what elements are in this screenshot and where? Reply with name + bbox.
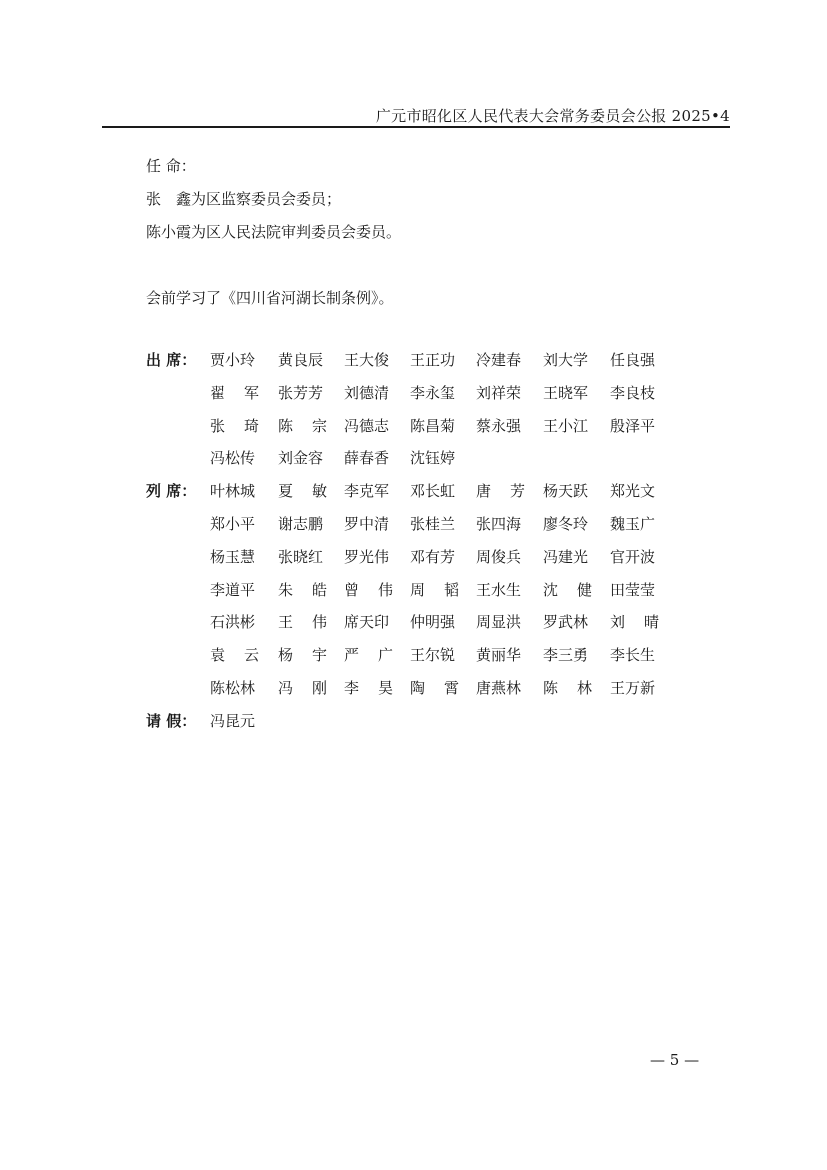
attendance-label-present: 出 席： [146, 351, 197, 369]
attendee-name: 刘德清 [344, 383, 390, 402]
study-note: 会前学习了《四川省河湖长制条例》。 [146, 289, 394, 307]
attendee-name: 冯昆元 [210, 711, 256, 730]
attendee-name: 周俊兵 [476, 547, 522, 566]
attendance-row-observers [146, 514, 706, 536]
attendee-name: 沈 健 [543, 580, 592, 599]
attendee-name: 朱 皓 [278, 580, 327, 599]
attendance-row-present [146, 350, 706, 372]
header-rule [102, 126, 730, 128]
attendee-name: 邓长虹 [410, 482, 456, 501]
attendee-name: 刘大学 [543, 351, 589, 369]
attendee-name: 李长生 [610, 646, 656, 665]
attendee-name: 杨玉慧 [210, 547, 256, 566]
attendee-name: 李克军 [344, 482, 390, 501]
appointment-item: 陈小霞为区人民法院审判委员会委员。 [146, 223, 402, 241]
attendee-name: 陈 林 [543, 679, 592, 697]
attendee-name: 郑小平 [210, 515, 256, 533]
attendee-name: 冯 刚 [278, 679, 327, 697]
attendee-name: 冷建春 [476, 351, 522, 369]
attendee-name: 官开波 [610, 547, 656, 566]
appointment-item: 张 鑫为区监察委员会委员； [146, 190, 342, 208]
attendee-name: 薛春香 [344, 449, 390, 468]
attendee-name: 李道平 [210, 580, 256, 599]
attendee-name: 沈钰婷 [410, 449, 456, 468]
attendee-name: 陈 宗 [278, 416, 327, 435]
attendee-name: 蔡永强 [476, 416, 522, 435]
attendee-name: 袁 云 [210, 646, 259, 665]
attendee-name: 唐燕林 [476, 679, 522, 697]
attendee-name: 冯德志 [344, 416, 390, 435]
attendee-name: 王尔锐 [410, 646, 456, 665]
attendee-name: 罗中清 [344, 515, 390, 533]
attendee-name: 陈松林 [210, 679, 256, 697]
attendee-name: 严 广 [344, 646, 393, 665]
attendee-name: 陈昌菊 [410, 416, 456, 435]
attendee-name: 谢志鹏 [278, 515, 324, 533]
attendee-name: 周显洪 [476, 613, 522, 632]
attendee-name: 席天印 [344, 613, 390, 632]
attendee-name: 王正功 [410, 351, 456, 369]
attendee-name: 王小江 [543, 416, 589, 435]
attendance-row-observers [146, 645, 706, 667]
attendee-name: 夏 敏 [278, 482, 327, 501]
attendee-name: 王万新 [610, 679, 656, 697]
page-number: — 5 — [650, 1051, 700, 1069]
attendee-name: 曾 伟 [344, 580, 393, 599]
attendance-label-observers: 列 席： [146, 482, 197, 501]
attendance-row-observers [146, 612, 706, 634]
gazette-header-title: 广元市昭化区人民代表大会常务委员会公报 2025•4 [375, 107, 730, 125]
attendee-name: 任良强 [610, 351, 656, 369]
attendee-name: 冯建光 [543, 547, 589, 566]
attendee-name: 王大俊 [344, 351, 390, 369]
attendee-name: 李永玺 [410, 383, 456, 402]
attendee-name: 李三勇 [543, 646, 589, 665]
attendee-name: 王 伟 [278, 613, 327, 632]
attendee-name: 刘金容 [278, 449, 324, 468]
attendee-name: 张 琦 [210, 416, 259, 435]
attendee-name: 唐 芳 [476, 482, 525, 501]
attendee-name: 叶林城 [210, 482, 256, 501]
attendee-name: 李良枝 [610, 383, 656, 402]
attendee-name: 刘祥荣 [476, 383, 522, 402]
attendee-name: 陶 霄 [410, 679, 459, 697]
attendee-name: 邓有芳 [410, 547, 456, 566]
attendee-name: 王水生 [476, 580, 522, 599]
attendee-name: 周 韬 [410, 580, 459, 599]
attendee-name: 张晓红 [278, 547, 324, 566]
appointment-label: 任 命： [146, 157, 196, 175]
attendee-name: 罗武林 [543, 613, 589, 632]
attendee-name: 石洪彬 [210, 613, 256, 632]
attendee-name: 王晓军 [543, 383, 589, 402]
attendee-name: 魏玉广 [610, 515, 656, 533]
attendee-name: 张芳芳 [278, 383, 324, 402]
attendee-name: 黄丽华 [476, 646, 522, 665]
attendance-row-present [146, 416, 706, 438]
attendee-name: 杨 宇 [278, 646, 327, 665]
attendee-name: 翟 军 [210, 383, 259, 402]
attendance-row-present [146, 448, 706, 470]
attendance-row-leave [146, 711, 706, 733]
attendee-name: 李 昊 [344, 679, 393, 697]
attendee-name: 刘 晴 [610, 613, 659, 632]
attendee-name: 仲明强 [410, 613, 456, 632]
attendance-row-present [146, 383, 706, 405]
attendee-name: 冯松传 [210, 449, 256, 468]
attendee-name: 黄良辰 [278, 351, 324, 369]
attendance-row-observers [146, 580, 706, 602]
attendance-row-observers [146, 481, 706, 503]
attendee-name: 郑光文 [610, 482, 656, 501]
attendance-label-leave: 请 假： [146, 711, 197, 730]
attendee-name: 殷泽平 [610, 416, 656, 435]
attendee-name: 罗光伟 [344, 547, 390, 566]
attendee-name: 张四海 [476, 515, 522, 533]
attendee-name: 贾小玲 [210, 351, 256, 369]
attendance-row-observers [146, 547, 706, 569]
attendee-name: 廖冬玲 [543, 515, 589, 533]
attendee-name: 张桂兰 [410, 515, 456, 533]
attendee-name: 杨天跃 [543, 482, 589, 501]
attendance-row-observers [146, 678, 706, 700]
attendee-name: 田莹莹 [610, 580, 656, 599]
